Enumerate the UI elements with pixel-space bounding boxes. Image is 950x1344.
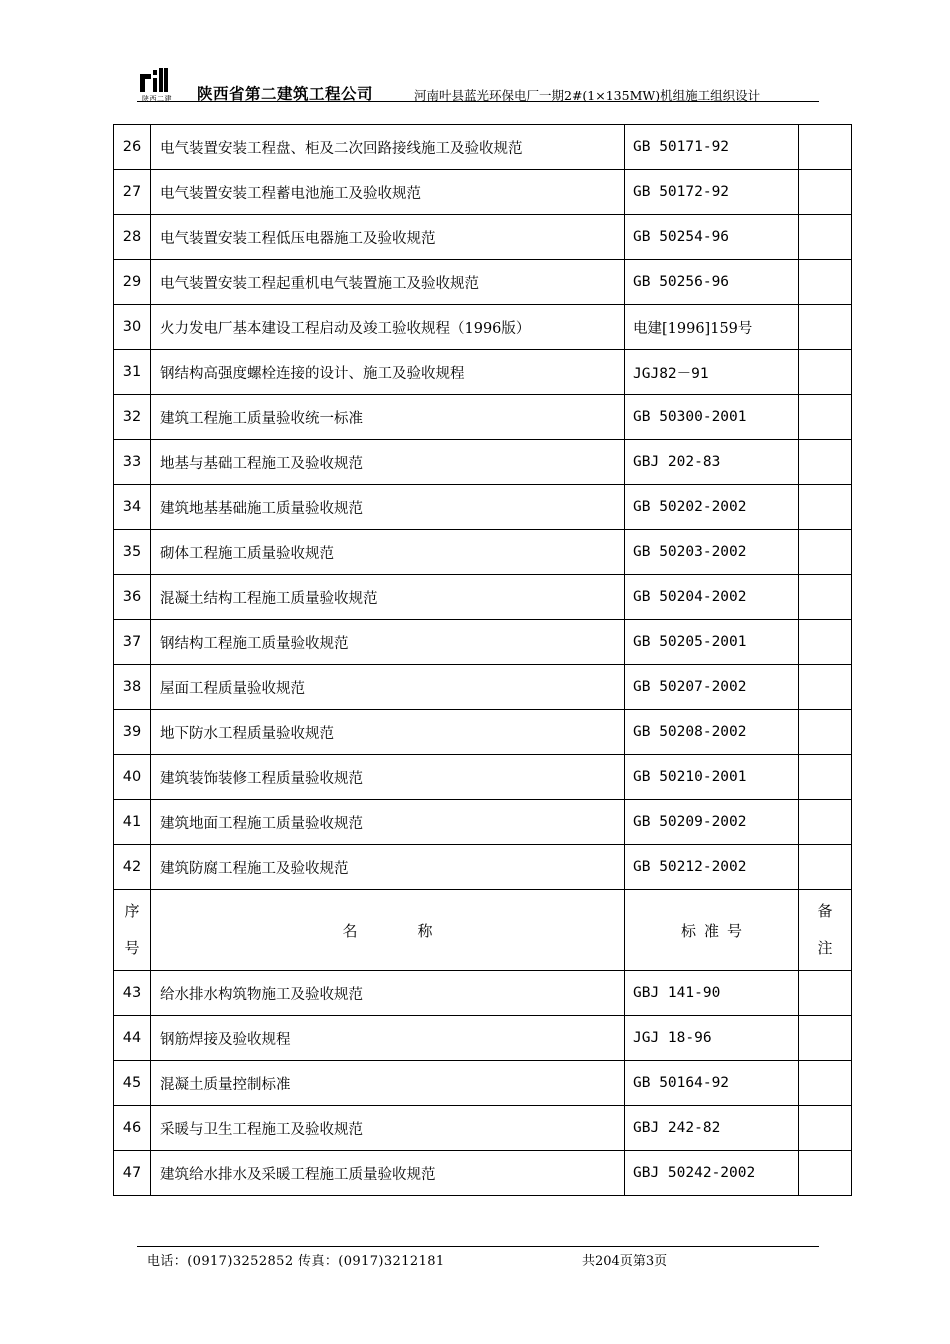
standard-name: 建筑给水排水及采暖工程施工质量验收规范	[151, 1151, 625, 1196]
standard-note	[799, 395, 852, 440]
standard-note	[799, 350, 852, 395]
row-number: 45	[114, 1061, 151, 1106]
standard-name: 建筑地基基础施工质量验收规范	[151, 485, 625, 530]
table-row	[114, 575, 852, 620]
table-row	[114, 755, 852, 800]
standard-name: 地下防水工程质量验收规范	[151, 710, 625, 755]
standard-code: GB 50208-2002	[625, 710, 799, 755]
row-number: 42	[114, 845, 151, 890]
row-number: 35	[114, 530, 151, 575]
page-header	[130, 66, 820, 104]
table-row	[114, 800, 852, 845]
table-row	[114, 845, 852, 890]
table-row	[114, 215, 852, 260]
header-no: 序 号	[114, 890, 151, 971]
standard-code: GB 50207-2002	[625, 665, 799, 710]
table-row	[114, 1106, 852, 1151]
row-number: 38	[114, 665, 151, 710]
row-number: 32	[114, 395, 151, 440]
row-number: 40	[114, 755, 151, 800]
standard-code: GB 50205-2001	[625, 620, 799, 665]
project-title: 河南叶县蓝光环保电厂一期2#(1×135MW)机组施工组织设计	[414, 88, 761, 103]
standard-note	[799, 305, 852, 350]
row-number: 26	[114, 125, 151, 170]
table-row	[114, 305, 852, 350]
row-number: 27	[114, 170, 151, 215]
standard-note	[799, 575, 852, 620]
table-row	[114, 170, 852, 215]
header-code: 标准号	[625, 890, 799, 971]
table-row	[114, 971, 852, 1016]
standard-code: GB 50171-92	[625, 125, 799, 170]
standard-note	[799, 971, 852, 1016]
row-number: 37	[114, 620, 151, 665]
row-number: 33	[114, 440, 151, 485]
standard-code: GBJ 242-82	[625, 1106, 799, 1151]
standard-code: GBJ 202-83	[625, 440, 799, 485]
table-row	[114, 665, 852, 710]
standard-name: 电气装置安装工程低压电器施工及验收规范	[151, 215, 625, 260]
standard-name: 砌体工程施工质量验收规范	[151, 530, 625, 575]
row-number: 46	[114, 1106, 151, 1151]
standard-name: 采暖与卫生工程施工及验收规范	[151, 1106, 625, 1151]
standard-name: 建筑地面工程施工质量验收规范	[151, 800, 625, 845]
standard-name: 混凝土质量控制标准	[151, 1061, 625, 1106]
table-row	[114, 395, 852, 440]
row-number: 29	[114, 260, 151, 305]
row-number: 39	[114, 710, 151, 755]
standard-note	[799, 710, 852, 755]
standard-code: GB 50209-2002	[625, 800, 799, 845]
logo-mark-icon	[138, 66, 170, 96]
standard-code: JGJ82－91	[625, 350, 799, 395]
row-number: 44	[114, 1016, 151, 1061]
standard-code: GB 50254-96	[625, 215, 799, 260]
standard-code: GB 50210-2001	[625, 755, 799, 800]
standard-note	[799, 800, 852, 845]
standard-code: GB 50204-2002	[625, 575, 799, 620]
standard-note	[799, 125, 852, 170]
table-row	[114, 620, 852, 665]
row-number: 36	[114, 575, 151, 620]
standard-name: 电气装置安装工程盘、柜及二次回路接线施工及验收规范	[151, 125, 625, 170]
standard-name: 钢结构高强度螺栓连接的设计、施工及验收规程	[151, 350, 625, 395]
standard-code: GBJ 50242-2002	[625, 1151, 799, 1196]
row-number: 30	[114, 305, 151, 350]
standards-table	[113, 124, 852, 1196]
standard-code: GBJ 141-90	[625, 971, 799, 1016]
standard-note	[799, 170, 852, 215]
header-name: 名称	[151, 890, 625, 971]
table-row	[114, 485, 852, 530]
standard-code: JGJ 18-96	[625, 1016, 799, 1061]
company-name: 陕西省第二建筑工程公司	[197, 85, 374, 103]
standard-note	[799, 1061, 852, 1106]
standard-code: GB 50172-92	[625, 170, 799, 215]
row-number: 43	[114, 971, 151, 1016]
standard-name: 钢结构工程施工质量验收规范	[151, 620, 625, 665]
standard-note	[799, 485, 852, 530]
standard-note	[799, 665, 852, 710]
standard-name: 地基与基础工程施工及验收规范	[151, 440, 625, 485]
standard-note	[799, 620, 852, 665]
standard-name: 混凝土结构工程施工质量验收规范	[151, 575, 625, 620]
footer-page-number: 共204页第3页	[582, 1254, 668, 1269]
row-number: 28	[114, 215, 151, 260]
row-number: 31	[114, 350, 151, 395]
header-note: 备 注	[799, 890, 852, 971]
logo-caption: 陕西二建	[142, 95, 172, 103]
standard-note	[799, 1151, 852, 1196]
table-header-row	[114, 890, 852, 971]
standard-note	[799, 845, 852, 890]
standard-note	[799, 440, 852, 485]
standard-code: GB 50300-2001	[625, 395, 799, 440]
standard-code: GB 50202-2002	[625, 485, 799, 530]
standard-name: 建筑工程施工质量验收统一标准	[151, 395, 625, 440]
row-number: 47	[114, 1151, 151, 1196]
standard-note	[799, 530, 852, 575]
standard-code: GB 50164-92	[625, 1061, 799, 1106]
standard-name: 电气装置安装工程蓄电池施工及验收规范	[151, 170, 625, 215]
standard-note	[799, 260, 852, 305]
table-row	[114, 260, 852, 305]
table-row	[114, 1061, 852, 1106]
standards-table-rows-top	[114, 125, 852, 890]
row-number: 41	[114, 800, 151, 845]
header-rule	[137, 101, 819, 102]
table-row	[114, 530, 852, 575]
footer-rule	[137, 1246, 819, 1247]
standard-name: 屋面工程质量验收规范	[151, 665, 625, 710]
table-row	[114, 440, 852, 485]
standard-name: 钢筋焊接及验收规程	[151, 1016, 625, 1061]
standard-code: GB 50203-2002	[625, 530, 799, 575]
standard-code: 电建[1996]159号	[625, 305, 799, 350]
footer-contact: 电话：(0917)3252852 传真：(0917)3212181	[147, 1254, 445, 1269]
standard-name: 给水排水构筑物施工及验收规范	[151, 971, 625, 1016]
table-row	[114, 710, 852, 755]
row-number: 34	[114, 485, 151, 530]
standard-note	[799, 1106, 852, 1151]
table-row	[114, 1151, 852, 1196]
table-row	[114, 125, 852, 170]
standards-table-rows-bottom	[114, 971, 852, 1196]
table-row	[114, 1016, 852, 1061]
standard-name: 建筑装饰装修工程质量验收规范	[151, 755, 625, 800]
table-row	[114, 350, 852, 395]
standard-name: 建筑防腐工程施工及验收规范	[151, 845, 625, 890]
standard-code: GB 50256-96	[625, 260, 799, 305]
standard-note	[799, 1016, 852, 1061]
company-logo	[138, 66, 172, 103]
standard-note	[799, 755, 852, 800]
standard-name: 电气装置安装工程起重机电气装置施工及验收规范	[151, 260, 625, 305]
standard-name: 火力发电厂基本建设工程启动及竣工验收规程（1996版）	[151, 305, 625, 350]
standard-note	[799, 215, 852, 260]
standard-code: GB 50212-2002	[625, 845, 799, 890]
